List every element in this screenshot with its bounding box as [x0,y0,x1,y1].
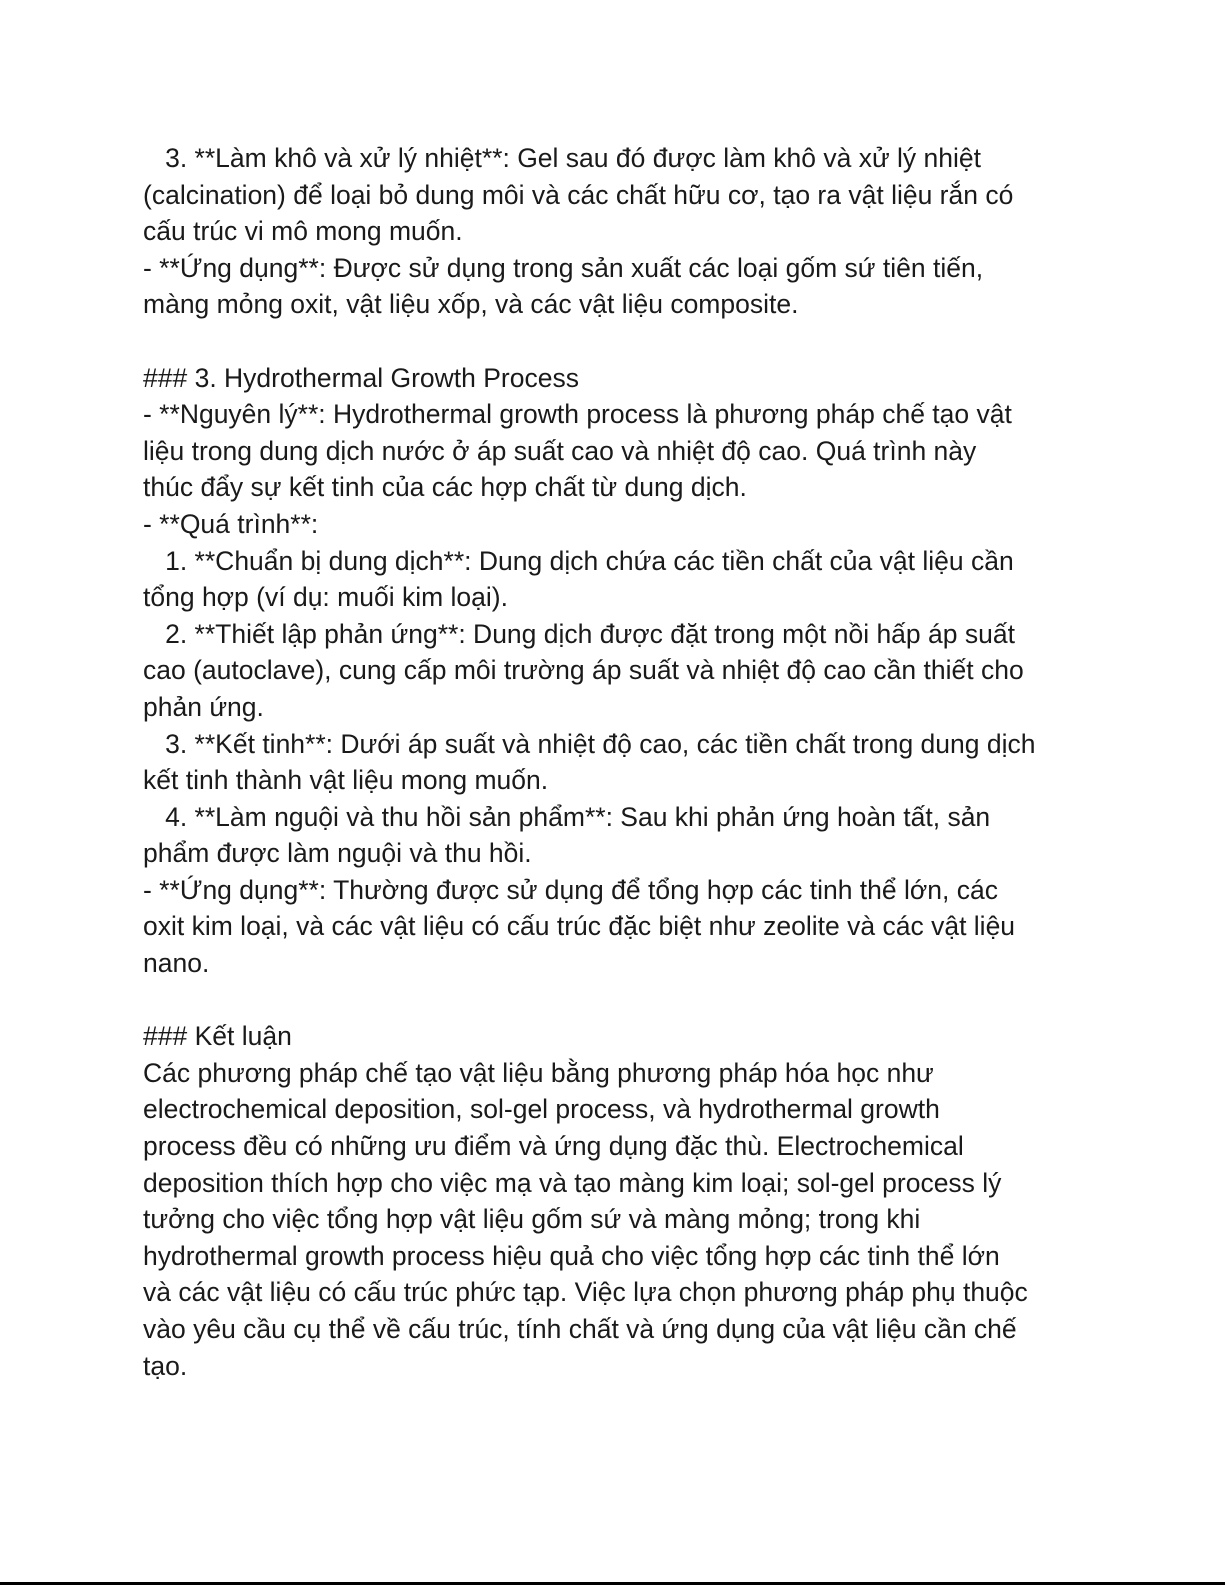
blank-line [143,982,1103,1019]
text-line: process đều có những ưu điểm và ứng dụng đặc thù. Electrochemical [143,1131,964,1162]
text-line: và các vật liệu có cấu trúc phức tạp. Việc lựa chọn phương pháp phụ thuộc [143,1277,1028,1308]
document-body [143,140,1103,1384]
text-line: cấu trúc vi mô mong muốn. [143,216,463,247]
section-heading: ### Kết luận [143,1021,292,1052]
text-line: tưởng cho việc tổng hợp vật liệu gốm sứ và màng mỏng; trong khi [143,1204,921,1235]
text-line: tạo. [143,1350,188,1381]
text-line: phản ứng. [143,691,264,722]
text-line: electrochemical deposition, sol-gel process, và hydrothermal growth [143,1094,940,1125]
text-line: - **Ứng dụng**: Được sử dụng trong sản xuất các loại gốm sứ tiên tiến, [143,252,984,283]
text-line: thúc đẩy sự kết tinh của các hợp chất từ dung dịch. [143,472,747,503]
blank-line [143,323,1103,360]
text-line: tổng hợp (ví dụ: muối kim loại). [143,582,508,613]
text-line: deposition thích hợp cho việc mạ và tạo màng kim loại; sol-gel process lý [143,1167,1002,1198]
text-line: 2. **Thiết lập phản ứng**: Dung dịch được đặt trong một nồi hấp áp suất [143,618,1015,649]
text-line: 3. **Kết tinh**: Dưới áp suất và nhiệt độ cao, các tiền chất trong dung dịch [143,728,1036,759]
text-line: cao (autoclave), cung cấp môi trường áp suất và nhiệt độ cao cần thiết cho [143,655,1024,686]
text-line: - **Quá trình**: [143,508,319,539]
text-line: kết tinh thành vật liệu mong muốn. [143,765,549,796]
text-line: hydrothermal growth process hiệu quả cho việc tổng hợp các tinh thể lớn [143,1240,1000,1271]
text-line: 3. **Làm khô và xử lý nhiệt**: Gel sau đó được làm khô và xử lý nhiệt [143,143,982,173]
text-line: oxit kim loại, và các vật liệu có cấu trúc đặc biệt như zeolite và các vật liệu [143,911,1016,942]
text-line: - **Nguyên lý**: Hydrothermal growth process là phương pháp chế tạo vật [143,399,1012,430]
text-line: (calcination) để loại bỏ dung môi và các chất hữu cơ, tạo ra vật liệu rắn có [143,179,1014,210]
text-line: liệu trong dung dịch nước ở áp suất cao và nhiệt độ cao. Quá trình này [143,435,977,466]
text-line: 4. **Làm nguội và thu hồi sản phẩm**: Sau khi phản ứng hoàn tất, sản [143,801,991,832]
text-line: - **Ứng dụng**: Thường được sử dụng để tổng hợp các tinh thể lớn, các [143,874,998,905]
text-line: 1. **Chuẩn bị dung dịch**: Dung dịch chứa các tiền chất của vật liệu cần [143,545,1014,576]
text-line: Các phương pháp chế tạo vật liệu bằng phương pháp hóa học như [143,1057,934,1088]
text-line: màng mỏng oxit, vật liệu xốp, và các vật liệu composite. [143,289,799,320]
text-line: nano. [143,948,210,979]
section-heading: ### 3. Hydrothermal Growth Process [143,362,579,393]
text-line: vào yêu cầu cụ thể về cấu trúc, tính chất và ứng dụng của vật liệu cần chế [143,1314,1017,1344]
text-line: phẩm được làm nguội và thu hồi. [143,838,532,869]
